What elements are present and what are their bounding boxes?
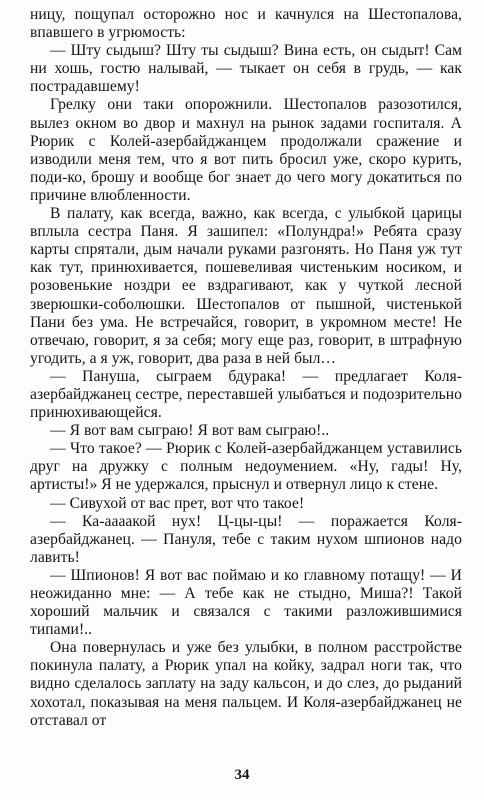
paragraph-4: В палату, как всегда, важно, как всегда, с улыбкой царицы вплыла сестра Паня. Я зашипел: «Полундра!» Ребята сразу карты спрятали, дым начали руками разгонять. Но Паня уж тут как тут, принюхивается, пошевеливая чистеньким носиком, и розовенькие ноздри ее вздрагивают, как у чуткой лесной зверюшки-соболюшки. Шестопалов от пышной, чистенькой Пани без ума. Не встречайся, говорит, в укромном месте! Не отвечаю, говорит, я за себя; могу еще раз, говорит, в штрафную угодить, а я уж, говорит, два раза в ней был… [30, 205, 462, 367]
page-number: 34 [234, 767, 250, 783]
paragraph-2: — Шту сыдыш? Шту ты сыдыш? Вина есть, он сыдыт! Сам ни хошь, гостю налывай, — тыкает он себя в грудь, — как пострадавшему! [30, 42, 462, 96]
paragraph-9: — Ка-аааакой нух! Ц-цы-цы! — поражается Коля-азербайджанец. — Пануля, тебе с таким нухом шпионов надо лавить! [30, 512, 462, 566]
paragraph-8: — Сивухой от вас прет, вот что такое! [50, 494, 305, 512]
paragraph-3: Грелку они таки опорожнили. Шестопалов разозотился, вылез окном во двор и махнул на рынок задами госпиталя. А Рюрик с Колей-азербайджанцем продолжали сражение и изводили меня тем, что я вот пить бросил уже, скоро курить, поди-ко, брошу и вообще бог знает до чего могу докатиться по причине влюбленности. [30, 96, 462, 204]
body-text [30, 6, 462, 730]
paragraph-11: Она повернулась и уже без улыбки, в полном расстройстве покинула палату, а Рюрик упал на койку, задрал ноги так, что видно сделалось заплату на заду кальсон, и до слез, до рыданий хохотал, показывая на меня пальцем. И Коля-азербайджанец не отставал от [30, 639, 462, 729]
paragraph-5: — Пануша, сыграем бдурака! — предлагает Коля-азербайджанец сестре, переставшей улыбаться и подозрительно принюхивающейся. [30, 367, 462, 422]
paragraph-1: ницу, пощупал осторожно нос и качнулся на Шестопалова, впавшего в угрюмость: [30, 6, 462, 42]
paragraph-10: — Шпионов! Я вот вас поймаю и ко главному потащу! — И неожиданно мне: — А тебе как не стыдно, Миша?! Такой хороший мальчик и связался с такими разложившимися типами!.. [30, 566, 462, 639]
paragraph-7: — Что такое? — Рюрик с Колей-азербайджанцем уставились друг на дружку с полным недоумением. «Ну, гады! Ну, артисты!» Я не удержался, прыснул и отвернул лицо к стене. [30, 440, 462, 494]
paragraph-6: — Я вот вам сыграю! Я вот вам сыграю!.. [50, 422, 330, 440]
